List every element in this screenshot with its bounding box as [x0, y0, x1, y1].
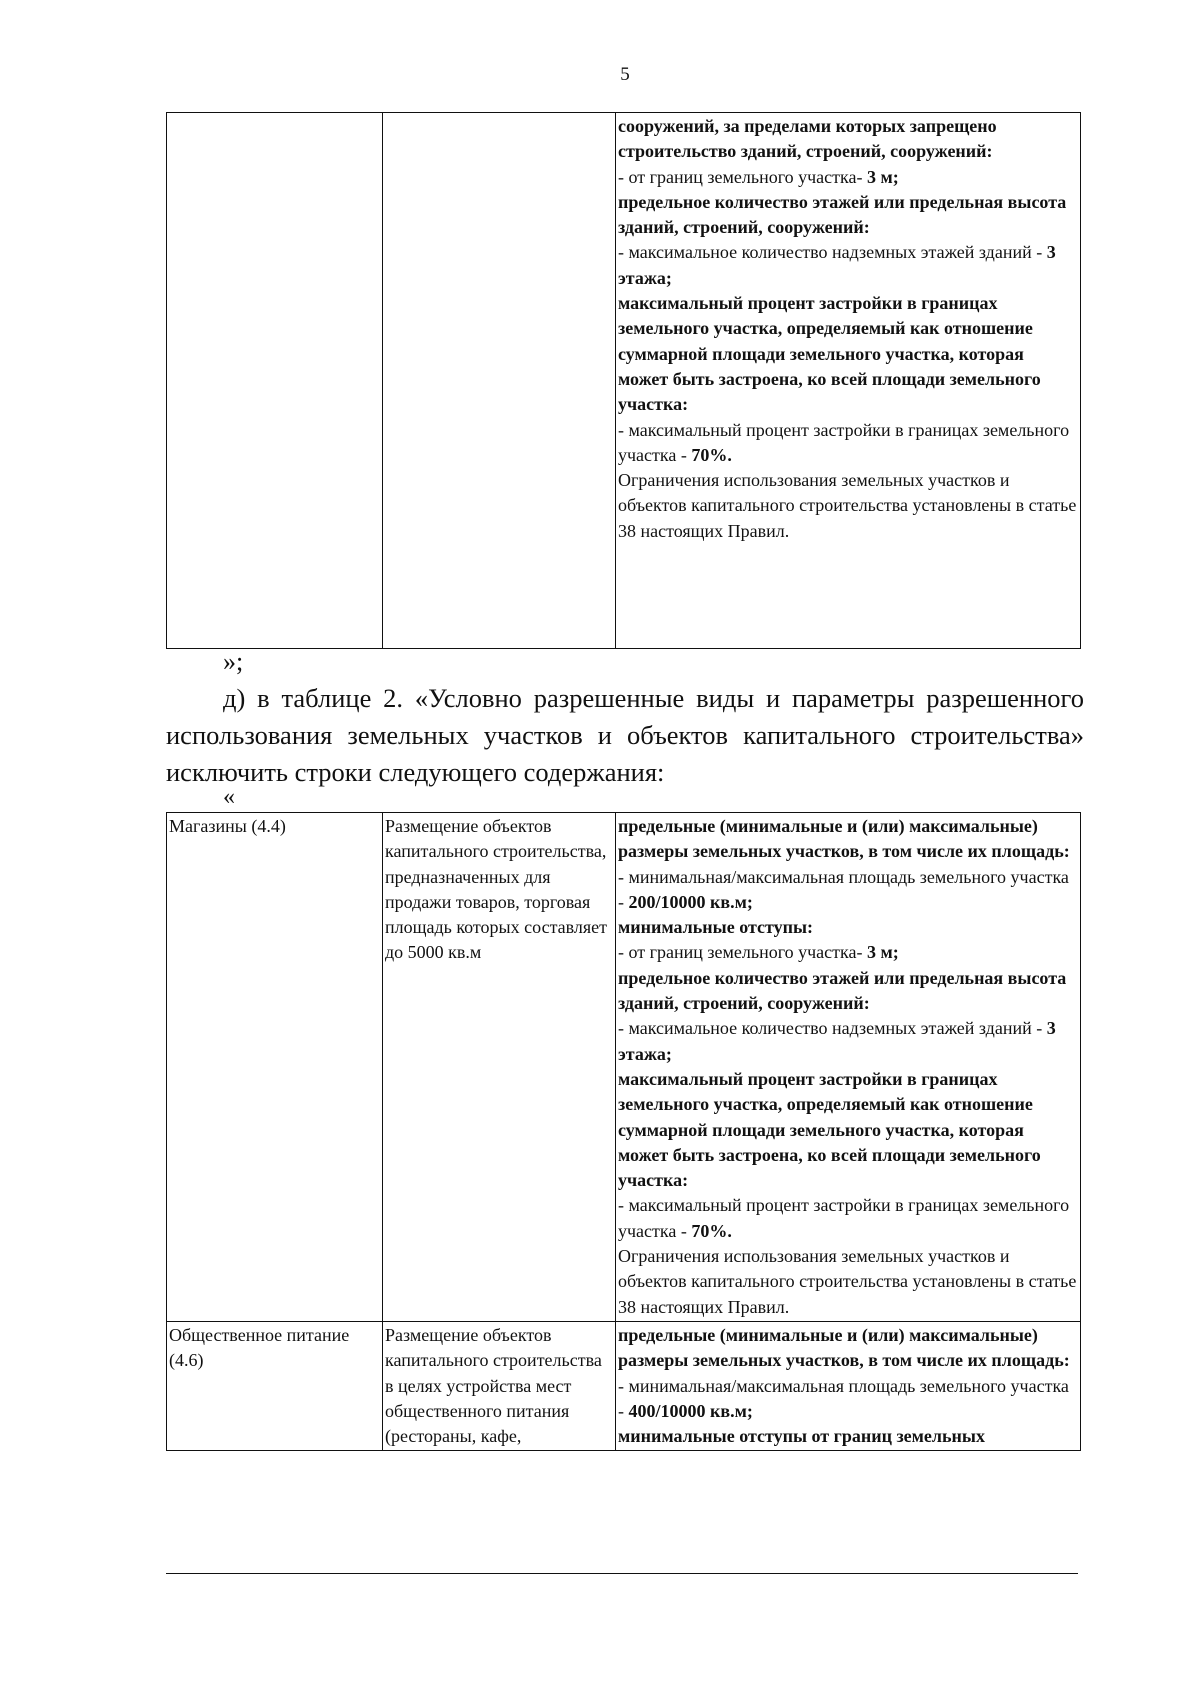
table-cell-parameters: [616, 813, 1081, 1322]
parameter-line: - минимальная/максимальная площадь земельного участка -: [618, 866, 1069, 912]
amendment-paragraph: д) в таблице 2. «Условно разрешенные виды и параметры разрешенного использования земельных участков и объектов капитального строительства» исключить строки следующего содержания:: [166, 683, 1084, 787]
parameter-line: максимальный процент застройки в границах земельного участка, определяемый как отношение суммарной площади земельного участка, которая может быть застроена, ко всей площади земельного участка:: [618, 1068, 1041, 1191]
table-bottom-border: [166, 1573, 1078, 1574]
parameter-line: - от границ земельного участка-: [618, 166, 867, 187]
parameter-line: - максимальное количество надземных этажей зданий -: [618, 1018, 1047, 1039]
parameter-line: - максимальный процент застройки в границах земельного участка -: [618, 419, 1070, 465]
parameter-line: предельные (минимальные и (или) максимальные) размеры земельных участков, в том числе их площадь:: [618, 816, 1070, 862]
parameter-value: 3 этажа;: [618, 1018, 1056, 1064]
table-cell-use-type: [167, 113, 383, 649]
table-row: [167, 813, 1081, 1322]
continued-table: [166, 112, 1081, 649]
parameter-line: Ограничения использования земельных участков и объектов капитального строительства установлены в статье 38 настоящих Правил.: [618, 470, 1077, 541]
parameter-line: - максимальное количество надземных этажей зданий -: [618, 242, 1047, 263]
parameter-line: предельное количество этажей или предельная высота зданий, строений, сооружений:: [618, 967, 1067, 1014]
closing-quote: »;: [223, 647, 244, 676]
parameter-value: 200/10000 кв.м;: [628, 891, 753, 912]
parameter-line: максимальный процент застройки в границах земельного участка, определяемый как отношение суммарной площади земельного участка, которая может быть застроена, ко всей площади земельного участка:: [618, 293, 1041, 415]
parameter-value: 3 м;: [867, 942, 899, 963]
table-cell-use-type: Общественное питание (4.6): [167, 1321, 383, 1450]
table-cell-parameters: [616, 113, 1081, 649]
table-cell-description: [383, 113, 616, 649]
parameter-line: - от границ земельного участка-: [618, 942, 867, 963]
parameter-line: минимальные отступы:: [618, 917, 814, 938]
table-cell-description: Размещение объектов капитального строительства в целях устройства мест общественного питания (рестораны, кафе,: [383, 1321, 616, 1450]
parameter-value: 3 этажа;: [618, 242, 1056, 288]
page-cut: [0, 1575, 1200, 1690]
parameter-value: 400/10000 кв.м;: [628, 1400, 753, 1421]
parameter-line: - минимальная/максимальная площадь земельного участка -: [618, 1375, 1069, 1421]
table-cell-use-type: Магазины (4.4): [167, 813, 383, 1322]
table-cell-description: Размещение объектов капитального строительства, предназначенных для продажи товаров, торговая площадь которых составляет до 5000 кв.м: [383, 813, 616, 1322]
parameter-line: предельные (минимальные и (или) максимальные) размеры земельных участков, в том числе их площадь:: [618, 1324, 1070, 1371]
table-row: [167, 113, 1081, 649]
table-cell-parameters: [616, 1321, 1081, 1450]
parameter-value: 70%.: [691, 444, 732, 465]
table-row: [167, 1321, 1081, 1450]
parameter-line: сооружений, за пределами которых запрещено строительство зданий, строений, сооружений:: [618, 116, 997, 162]
parameter-line: минимальные отступы от границ земельных: [618, 1426, 985, 1447]
page-number: 5: [620, 64, 630, 85]
opening-quote: «: [223, 784, 235, 810]
parameter-line: предельное количество этажей или предельная высота зданий, строений, сооружений:: [618, 191, 1067, 238]
excluded-rows-table: [166, 812, 1081, 1451]
parameter-value: 3 м;: [867, 166, 899, 187]
parameter-line: Ограничения использования земельных участков и объектов капитального строительства установлены в статье 38 настоящих Правил.: [618, 1246, 1077, 1317]
parameter-line: - максимальный процент застройки в границах земельного участка -: [618, 1195, 1070, 1241]
parameter-value: 70%.: [691, 1220, 732, 1241]
